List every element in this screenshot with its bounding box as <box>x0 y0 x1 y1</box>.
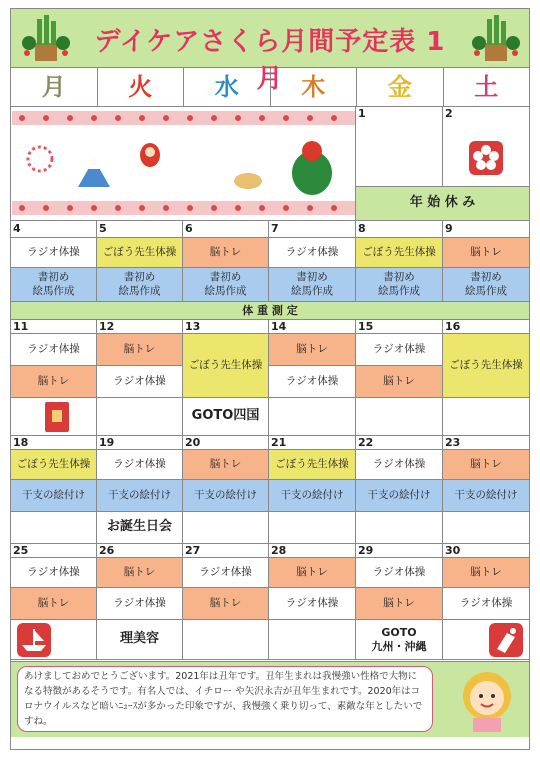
weekday-wed: 水 <box>184 68 271 106</box>
day-30-cell <box>443 544 529 558</box>
activity: ラジオ体操 <box>11 334 97 366</box>
activity-calligraphy <box>11 268 97 302</box>
activity-zodiac-painting: 干支の絵付け <box>443 480 529 512</box>
date-number: 28 <box>271 544 287 557</box>
activity: ごぼう先生体操 <box>183 334 269 398</box>
new-year-decor-icon <box>12 107 355 219</box>
empty-cell <box>269 398 356 436</box>
activity: 脳トレ <box>11 588 97 620</box>
date-number: 18 <box>13 436 29 449</box>
date-number: 5 <box>99 222 107 235</box>
holiday-banner: 年 始 休 み <box>356 187 529 221</box>
event-haircut: 理美容 <box>97 620 183 660</box>
treasure-ship-icon <box>17 623 51 657</box>
date-number: 25 <box>13 544 29 557</box>
event-goto-kyushu <box>356 620 443 660</box>
activity-line: 書初め <box>209 271 242 284</box>
weekday-header <box>11 68 529 107</box>
date-number: 1 <box>358 107 366 120</box>
activity-calligraphy <box>97 268 183 302</box>
day-28-cell <box>269 544 356 558</box>
empty-cell <box>356 512 443 544</box>
activity-zodiac-painting: 干支の絵付け <box>11 480 97 512</box>
new-year-message: あけましておめでとうございます。2021年は丑年です。丑年生まれは我慢強い性格で大物になる特徴があるそうです。有名人では、イチロー や矢沢永吉が丑年生まれです。2020年はコロナウイルスなど暗いﾆｭｰｽが多かった印象ですが、我慢強く乗り切って、素敵な年としたいですね。 <box>17 666 433 732</box>
activity: ごぼう先生体操 <box>97 238 183 268</box>
activity: ラジオ体操 <box>356 334 443 366</box>
activity: ラジオ体操 <box>269 366 356 398</box>
date-number: 19 <box>99 436 115 449</box>
page-title: デイケアさくら月間予定表 1月 <box>94 27 446 94</box>
empty-cell <box>97 398 183 436</box>
date-number: 29 <box>358 544 374 557</box>
empty-cell <box>356 398 443 436</box>
activity: 脳トレ <box>443 450 529 480</box>
date-number: 16 <box>445 320 461 333</box>
date-number: 11 <box>13 320 29 333</box>
activity-zodiac-painting: 干支の絵付け <box>97 480 183 512</box>
day-27-cell <box>183 544 269 558</box>
activity: 脳トレ <box>443 238 529 268</box>
date-number: 21 <box>271 436 287 449</box>
day-23-cell <box>443 436 529 450</box>
activity: ごぼう先生体操 <box>11 450 97 480</box>
activity: 脳トレ <box>356 366 443 398</box>
day-7-cell <box>269 221 356 238</box>
activity-line: 絵馬作成 <box>118 284 161 297</box>
date-number: 13 <box>185 320 201 333</box>
activity: 脳トレ <box>183 588 269 620</box>
activity-zodiac-painting: 干支の絵付け <box>356 480 443 512</box>
date-number: 12 <box>99 320 115 333</box>
day-11-cell <box>11 320 97 334</box>
activity: ラジオ体操 <box>443 588 529 620</box>
date-number: 26 <box>99 544 115 557</box>
activity: 脳トレ <box>269 334 356 366</box>
date-number: 6 <box>185 222 193 235</box>
date-number: 2 <box>445 107 453 120</box>
activity: ごぼう先生体操 <box>356 238 443 268</box>
activity: ラジオ体操 <box>11 238 97 268</box>
activity-line: 絵馬作成 <box>291 284 333 297</box>
new-year-illustration <box>11 107 356 221</box>
activity-calligraphy <box>183 268 269 302</box>
activity: 脳トレ <box>11 366 97 398</box>
activity-line: 絵馬作成 <box>378 284 420 297</box>
kadomatsu-icon <box>467 13 523 63</box>
day-9-cell <box>443 221 529 238</box>
weekday-fri: 金 <box>357 68 444 106</box>
activity-line: 絵馬作成 <box>204 284 247 297</box>
kadomatsu-icon <box>17 13 73 63</box>
activity: ラジオ体操 <box>356 450 443 480</box>
date-number: 9 <box>445 222 453 235</box>
date-number: 27 <box>185 544 201 557</box>
empty-cell <box>269 620 356 660</box>
empty-cell <box>269 512 356 544</box>
activity: 脳トレ <box>183 238 269 268</box>
date-number: 8 <box>358 222 366 235</box>
weight-check-banner: 体 重 測 定 <box>11 302 529 320</box>
activity: 脳トレ <box>269 558 356 588</box>
activity: 脳トレ <box>97 334 183 366</box>
activity: 脳トレ <box>443 558 529 588</box>
activity-line: 書初め <box>470 271 502 284</box>
empty-cell <box>183 512 269 544</box>
day-25-cell <box>11 544 97 558</box>
activity: ラジオ体操 <box>97 588 183 620</box>
activity: ラジオ体操 <box>269 588 356 620</box>
event-birthday-party: お誕生日会 <box>97 512 183 544</box>
day-8-cell <box>356 221 443 238</box>
day-29-cell <box>356 544 443 558</box>
day-20-cell <box>183 436 269 450</box>
weekday-tue: 火 <box>98 68 185 106</box>
day-26-cell <box>97 544 183 558</box>
event-line: 九州・沖縄 <box>371 639 427 653</box>
day-18-cell <box>11 436 97 450</box>
day-22-cell <box>356 436 443 450</box>
weekday-thu: 木 <box>271 68 358 106</box>
day-5-cell <box>97 221 183 238</box>
date-number: 14 <box>271 320 287 333</box>
activity: ラジオ体操 <box>11 558 97 588</box>
day-4-cell <box>11 221 97 238</box>
day-16-cell <box>443 320 529 334</box>
activity: 脳トレ <box>183 450 269 480</box>
smiling-woman-icon <box>451 666 523 732</box>
day-21-cell <box>269 436 356 450</box>
activity: ラジオ体操 <box>183 558 269 588</box>
activity: ラジオ体操 <box>97 450 183 480</box>
weekday-sat: 土 <box>474 73 499 101</box>
activity-calligraphy <box>443 268 529 302</box>
activity: ごぼう先生体操 <box>269 450 356 480</box>
date-number: 20 <box>185 436 201 449</box>
day-15-cell <box>356 320 443 334</box>
empty-cell <box>183 620 269 660</box>
empty-cell <box>11 512 97 544</box>
activity-line: 絵馬作成 <box>32 284 75 297</box>
day-19-cell <box>97 436 183 450</box>
activity-line: 書初め <box>296 271 328 284</box>
activity-calligraphy <box>269 268 356 302</box>
activity-zodiac-painting: 干支の絵付け <box>183 480 269 512</box>
red-envelope-icon <box>45 402 69 432</box>
activity-calligraphy <box>356 268 443 302</box>
activity: ラジオ体操 <box>356 558 443 588</box>
day-1-cell <box>356 107 443 187</box>
schedule-page <box>10 8 530 750</box>
empty-cell <box>443 620 529 660</box>
hagoita-icon <box>489 623 523 657</box>
flower-emblem-icon <box>469 141 503 175</box>
empty-cell <box>11 620 97 660</box>
activity: 脳トレ <box>97 558 183 588</box>
event-line: GOTO <box>381 625 417 639</box>
activity-line: 書初め <box>37 271 70 284</box>
empty-cell <box>443 398 529 436</box>
activity: ラジオ体操 <box>269 238 356 268</box>
date-number: 7 <box>271 222 279 235</box>
activity: ラジオ体操 <box>97 366 183 398</box>
day-2-cell <box>443 107 529 187</box>
header <box>11 9 529 94</box>
date-number: 22 <box>358 436 374 449</box>
activity-line: 書初め <box>123 271 156 284</box>
day-6-cell <box>183 221 269 238</box>
activity: 脳トレ <box>356 588 443 620</box>
activity-line: 書初め <box>383 271 415 284</box>
activity-zodiac-painting: 干支の絵付け <box>269 480 356 512</box>
footer-message-area <box>11 661 529 737</box>
empty-cell <box>443 512 529 544</box>
date-number: 30 <box>445 544 461 557</box>
empty-cell <box>11 398 97 436</box>
day-12-cell <box>97 320 183 334</box>
day-14-cell <box>269 320 356 334</box>
activity: ごぼう先生体操 <box>443 334 529 398</box>
event-goto-shikoku: GOTO四国 <box>183 398 269 436</box>
day-13-cell <box>183 320 269 334</box>
date-number: 15 <box>358 320 374 333</box>
date-number: 23 <box>445 436 461 449</box>
weekday-mon: 月 <box>11 68 98 106</box>
date-number: 4 <box>13 222 21 235</box>
activity-line: 絵馬作成 <box>465 284 507 297</box>
